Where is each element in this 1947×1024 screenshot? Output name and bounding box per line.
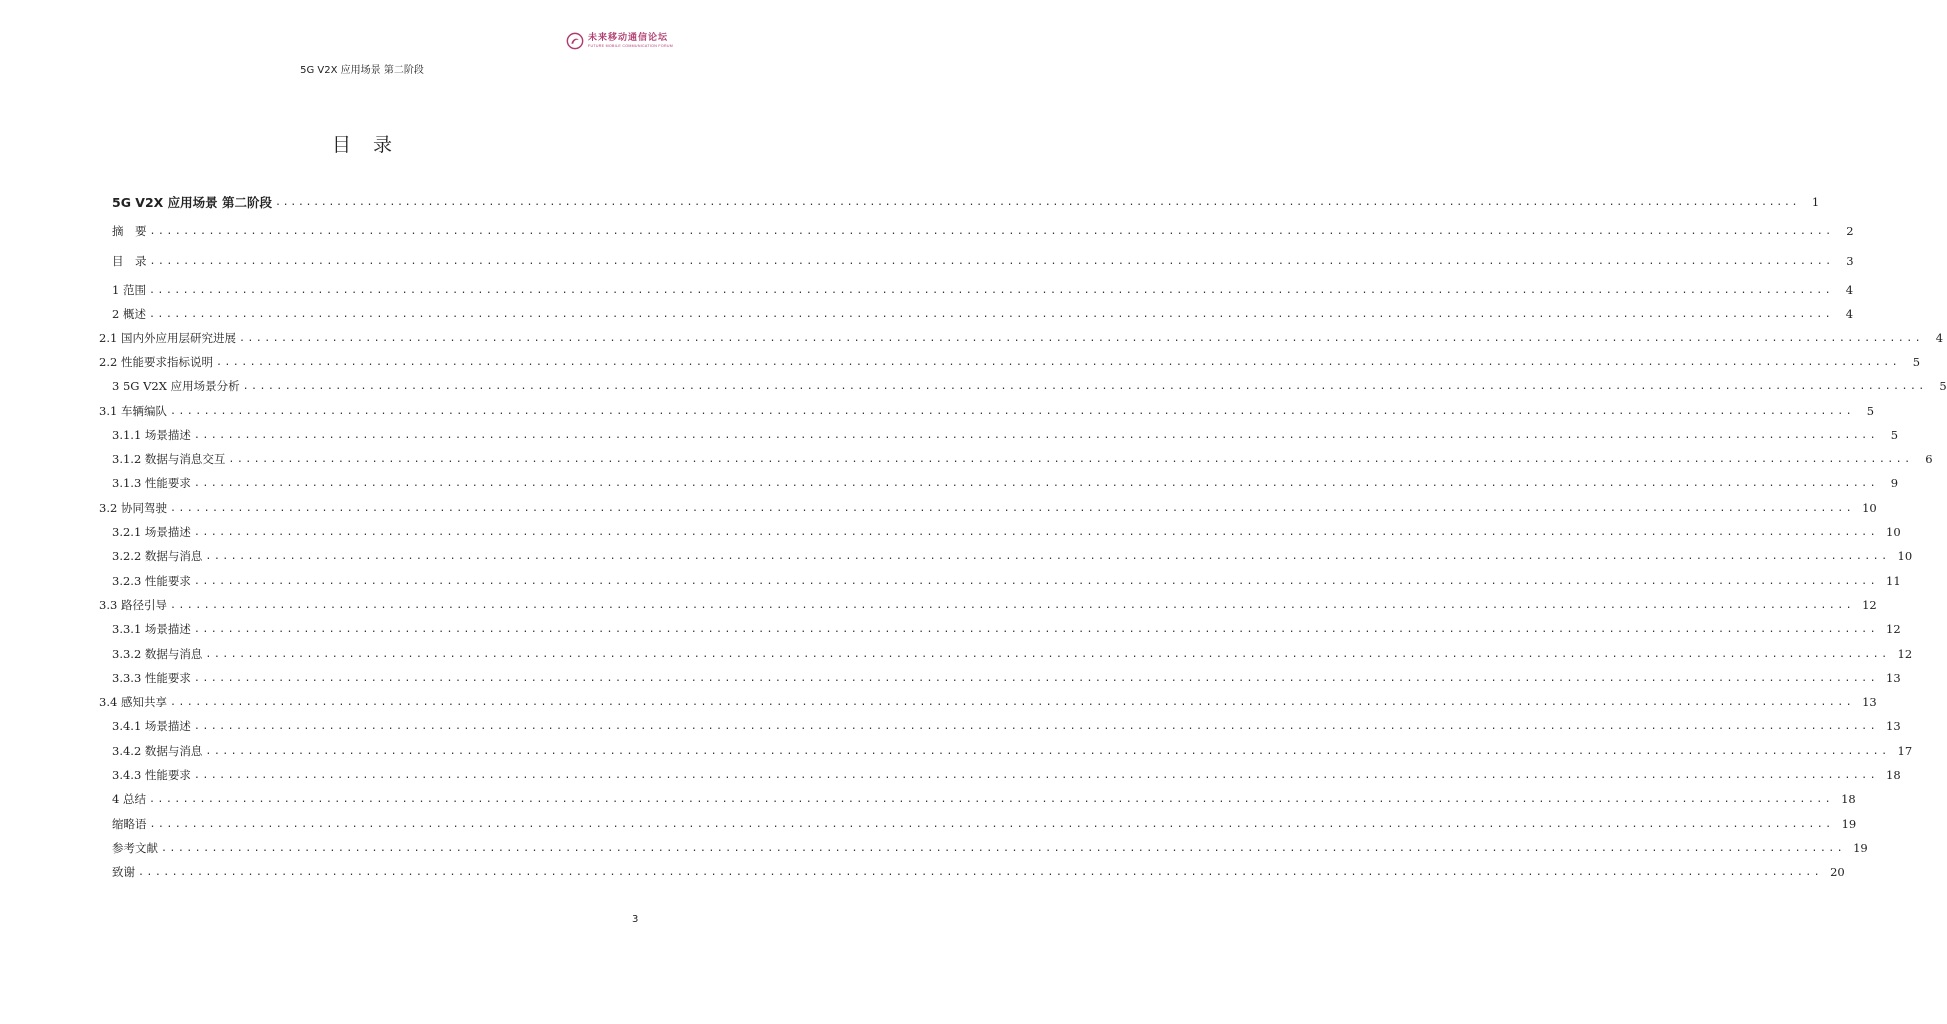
toc-entry[interactable]: [112, 816, 1857, 832]
toc-entry[interactable]: [99, 354, 1921, 370]
toc-entry-leader: ........................................................................................................................................................................................................: [238, 332, 1924, 344]
toc-entry-page: 4: [1845, 283, 1854, 297]
toc-entry-label: 3.2.2 数据与消息: [112, 549, 203, 563]
toc-entry[interactable]: [112, 767, 1901, 783]
toc-entry-leader: ........................................................................................................................................................................................................: [193, 477, 1879, 489]
toc-entry-leader: ........................................................................................................................................................................................................: [275, 196, 1800, 208]
toc-entry-leader: ........................................................................................................................................................................................................: [138, 866, 1823, 878]
toc-entry-label: 缩略语: [112, 817, 147, 831]
toc-entry-leader: ........................................................................................................................................................................................................: [242, 380, 1927, 392]
toc-entry-page: 18: [1841, 792, 1856, 806]
toc-entry[interactable]: [112, 524, 1901, 540]
toc-entry-label: 3.4.1 场景描述: [112, 719, 191, 733]
toc-entry-label: 致谢: [112, 865, 135, 879]
toc-entry-label: 3.3.2 数据与消息: [112, 647, 203, 661]
toc-entry-page: 13: [1886, 671, 1901, 685]
toc-entry-leader: ........................................................................................................................................................................................................: [161, 842, 1846, 854]
toc-entry[interactable]: [112, 306, 1854, 322]
forum-logo: [566, 30, 673, 52]
toc-entry-page: 10: [1862, 501, 1877, 515]
toc-entry-leader: ........................................................................................................................................................................................................: [193, 623, 1879, 635]
toc-entry-page: 5: [1939, 379, 1947, 393]
toc-entry[interactable]: [99, 597, 1877, 613]
toc-entry-label: 3.2.3 性能要求: [112, 574, 191, 588]
toc-entry-label: 3.1 车辆编队: [99, 404, 167, 418]
toc-entry-label: 4 总结: [112, 792, 146, 806]
toc-entry[interactable]: [112, 646, 1913, 662]
toc-entry-label: 3.4.2 数据与消息: [112, 744, 203, 758]
forum-logo-name: 未来移动通信论坛: [588, 32, 669, 43]
toc-entry-leader: ........................................................................................................................................................................................................: [149, 225, 1834, 237]
toc-entry-leader: ........................................................................................................................................................................................................: [169, 599, 1855, 611]
toc-entry-label: 1 范围: [112, 283, 146, 297]
toc-entry[interactable]: [112, 282, 1854, 298]
running-header-title: 5G V2X 应用场景 第二阶段: [300, 65, 424, 76]
forum-logo-subtitle: FUTURE MOBILE COMMUNICATION FORUM: [588, 43, 674, 48]
toc-heading-char-2: 录: [373, 134, 393, 156]
toc-entry[interactable]: [112, 791, 1856, 807]
toc-entry-label: 3.3.3 性能要求: [112, 671, 191, 685]
toc-entry-page: 17: [1897, 744, 1913, 758]
forum-logo-icon: [566, 32, 584, 50]
toc-entry-page: 13: [1886, 719, 1901, 733]
toc-entry-label: 3.1.3 性能要求: [112, 476, 191, 490]
toc-entry-page: 18: [1886, 768, 1901, 782]
toc-entry[interactable]: [112, 451, 1933, 467]
toc-entry[interactable]: [112, 548, 1913, 564]
toc-entry-label: 3.3 路径引导: [99, 598, 167, 612]
toc-heading-char-1: 目: [331, 134, 351, 156]
toc-entry-leader: ........................................................................................................................................................................................................: [193, 575, 1879, 587]
toc-entry-page: 19: [1853, 841, 1868, 855]
toc-entry[interactable]: [99, 500, 1877, 516]
toc-entry[interactable]: [112, 840, 1868, 856]
toc-entry-leader: ........................................................................................................................................................................................................: [215, 356, 1901, 368]
toc-entry-leader: ........................................................................................................................................................................................................: [169, 502, 1855, 514]
toc-entry[interactable]: [112, 670, 1901, 686]
forum-logo-text: [588, 34, 673, 49]
toc-entry-leader: ........................................................................................................................................................................................................: [193, 720, 1879, 732]
toc-entry-leader: ........................................................................................................................................................................................................: [205, 550, 1890, 562]
toc-entry-label: 2.1 国内外应用层研究进展: [99, 331, 236, 345]
toc-entry-page: 11: [1886, 574, 1901, 588]
toc-entry[interactable]: [112, 864, 1845, 880]
toc-entry[interactable]: [112, 475, 1899, 491]
toc-entry-leader: ........................................................................................................................................................................................................: [148, 308, 1834, 320]
toc-entry-leader: ........................................................................................................................................................................................................: [193, 526, 1879, 538]
toc-entry[interactable]: [112, 253, 1854, 269]
toc-entry-leader: ........................................................................................................................................................................................................: [193, 672, 1879, 684]
toc-entry-page: 10: [1886, 525, 1901, 539]
toc-entry-leader: ........................................................................................................................................................................................................: [193, 429, 1879, 441]
toc-entry-page: 5: [1866, 404, 1875, 418]
toc-entry-leader: ........................................................................................................................................................................................................: [228, 453, 1913, 465]
toc-entry-page: 19: [1841, 817, 1857, 831]
toc-entry-label: 3.2 协同驾驶: [99, 501, 167, 515]
toc-entry-page: 12: [1862, 598, 1877, 612]
toc-entry[interactable]: [112, 573, 1901, 589]
toc-entry-leader: ........................................................................................................................................................................................................: [205, 745, 1890, 757]
toc-entry-label: 3.2.1 场景描述: [112, 525, 191, 539]
toc-entry[interactable]: [112, 378, 1947, 394]
toc-entry-label: 3.1.1 场景描述: [112, 428, 191, 442]
toc-entry-page: 1: [1811, 195, 1820, 209]
toc-entry-label: 3 5G V2X 应用场景分析: [112, 379, 240, 393]
toc-entry-leader: ........................................................................................................................................................................................................: [149, 818, 1834, 830]
toc-entry-page: 3: [1846, 254, 1854, 268]
toc-entry-page: 4: [1845, 307, 1854, 321]
toc-entry-leader: ........................................................................................................................................................................................................: [169, 696, 1855, 708]
toc-entry-leader: ........................................................................................................................................................................................................: [169, 405, 1855, 417]
toc-entry[interactable]: [112, 621, 1901, 637]
toc-entry-leader: ........................................................................................................................................................................................................: [148, 284, 1834, 296]
toc-entry[interactable]: [112, 743, 1913, 759]
toc-entry-page: 2: [1846, 224, 1854, 238]
toc-entry[interactable]: [112, 427, 1899, 443]
toc-entry-label: 3.1.2 数据与消息交互: [112, 452, 226, 466]
toc-entry[interactable]: [99, 694, 1877, 710]
toc-entry-label: 目 录: [112, 254, 147, 268]
toc-entry-page: 12: [1886, 622, 1901, 636]
toc-entry-page: 13: [1862, 695, 1877, 709]
toc-heading: [0, 130, 724, 157]
toc-entry-page: 20: [1830, 865, 1845, 879]
toc-entry[interactable]: [112, 223, 1854, 239]
toc-entry-label: 2.2 性能要求指标说明: [99, 355, 213, 369]
toc-entry[interactable]: [99, 330, 1944, 346]
toc-entry-label: 3.4 感知共享: [99, 695, 167, 709]
toc-entry-label: 2 概述: [112, 307, 146, 321]
toc-entry-label: 5G V2X 应用场景 第二阶段: [112, 195, 273, 210]
toc-entry-label: 摘 要: [112, 224, 147, 238]
toc-entry-page: 5: [1890, 428, 1899, 442]
toc-entry-label: 3.3.1 场景描述: [112, 622, 191, 636]
toc-entry-leader: ........................................................................................................................................................................................................: [205, 648, 1890, 660]
toc-entry-label: 3.4.3 性能要求: [112, 768, 191, 782]
toc-entry-page: 10: [1897, 549, 1913, 563]
toc-entry-page: 9: [1890, 476, 1899, 490]
toc-entry-label: 参考文献: [112, 841, 158, 855]
toc-entry-leader: ........................................................................................................................................................................................................: [149, 255, 1834, 267]
toc-entry[interactable]: [112, 718, 1901, 734]
toc-entry[interactable]: [99, 403, 1875, 419]
toc-entry-leader: ........................................................................................................................................................................................................: [193, 769, 1879, 781]
toc-entry-page: 5: [1912, 355, 1921, 369]
toc-entry-page: 12: [1897, 647, 1913, 661]
page-number: 3: [632, 914, 639, 925]
toc-entry-leader: ........................................................................................................................................................................................................: [148, 793, 1834, 805]
toc-entry[interactable]: [112, 194, 1820, 210]
toc-entry-page: 6: [1925, 452, 1933, 466]
toc-entry-page: 4: [1935, 331, 1944, 345]
